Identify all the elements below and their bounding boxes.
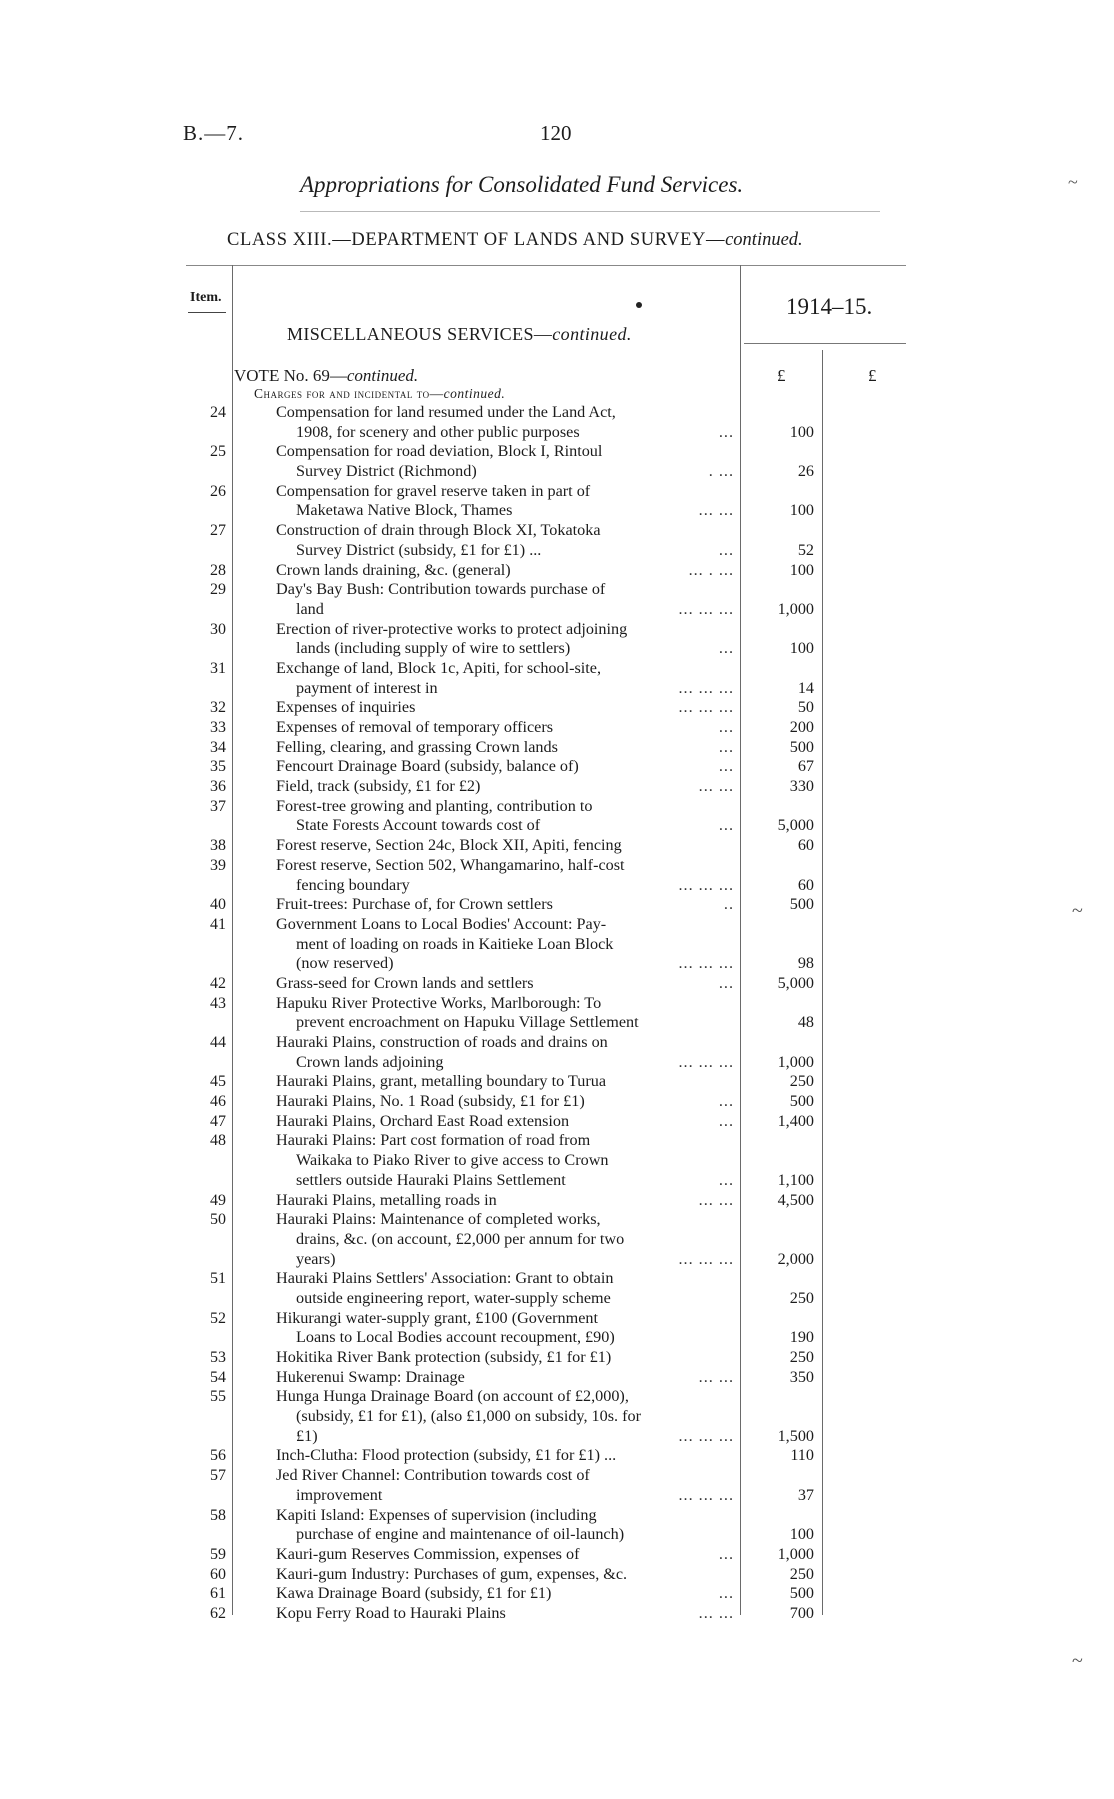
item-line <box>0 1565 1114 1585</box>
table-row <box>0 1269 1114 1308</box>
item-amount: 1,400 <box>777 1111 814 1130</box>
item-description: outside engineering report, water-supply scheme <box>296 1288 611 1307</box>
item-description: prevent encroachment on Hapuku Village Settlement <box>296 1013 639 1032</box>
item-amount: 1,500 <box>777 1426 814 1445</box>
item-number: 29 <box>210 581 226 599</box>
item-line <box>0 1072 1114 1092</box>
leader-dots: ... <box>718 1544 734 1563</box>
item-amount: 14 <box>797 678 814 697</box>
leader-dots: ... ... ... <box>678 678 734 697</box>
item-number: 37 <box>210 797 226 815</box>
item-description: ment of loading on roads in Kaitieke Loan Block <box>296 934 614 953</box>
item-description: Forest reserve, Section 24c, Block XII, Apiti, fencing <box>276 836 622 855</box>
item-amount: 50 <box>797 698 814 717</box>
item-line <box>0 1407 1114 1427</box>
item-line <box>0 777 1114 797</box>
leader-dots: ... <box>718 1092 734 1111</box>
item-amount: 250 <box>789 1072 814 1091</box>
item-number: 32 <box>210 699 226 717</box>
leader-dots: ... <box>718 816 734 835</box>
table-row <box>0 1131 1114 1190</box>
item-line <box>0 442 1114 462</box>
item-amount: 5,000 <box>777 816 814 835</box>
item-description: (now reserved) <box>296 954 394 973</box>
leader-dots: ... ... <box>698 501 734 520</box>
item-description: Compensation for gravel reserve taken in part of <box>276 481 591 500</box>
item-amount: 52 <box>797 540 814 559</box>
item-amount: 500 <box>789 1584 814 1603</box>
item-line <box>0 994 1114 1014</box>
item-description: purchase of engine and maintenance of oil-launch) <box>296 1525 625 1544</box>
item-number: 53 <box>210 1349 226 1366</box>
item-line <box>0 521 1114 541</box>
item-description: Kauri-gum Reserves Commission, expenses of <box>276 1544 580 1563</box>
table-row <box>0 403 1114 442</box>
item-description: State Forests Account towards cost of <box>296 816 541 835</box>
item-line <box>0 718 1114 738</box>
item-description: Hauraki Plains Settlers' Association: Grant to obtain <box>276 1269 614 1288</box>
leader-dots: ... <box>718 422 734 441</box>
item-number: 31 <box>210 659 226 677</box>
item-description: Fruit-trees: Purchase of, for Crown settlers <box>276 895 553 914</box>
item-description: Day's Bay Bush: Contribution towards purchase of <box>276 580 606 599</box>
item-number: 48 <box>210 1132 226 1150</box>
item-amount: 48 <box>797 1013 814 1032</box>
scan-mark: ~ <box>1072 900 1083 922</box>
item-line <box>0 1210 1114 1230</box>
item-description: Survey District (Richmond) <box>296 462 477 481</box>
item-number: 24 <box>210 404 226 421</box>
leader-dots: ... ... <box>698 1603 734 1622</box>
item-amount: 1,000 <box>777 1052 814 1071</box>
item-line <box>0 1604 1114 1624</box>
item-amount: 2,000 <box>777 1249 814 1268</box>
item-line <box>0 659 1114 679</box>
item-line <box>0 1053 1114 1073</box>
item-number: 45 <box>210 1073 226 1091</box>
item-description: Survey District (subsidy, £1 for £1) ... <box>296 540 542 559</box>
table-row <box>0 521 1114 560</box>
item-amount: 1,000 <box>777 599 814 618</box>
item-line <box>0 876 1114 896</box>
leader-dots: . ... <box>708 462 734 481</box>
page-title: Appropriations for Consolidated Fund Services. <box>300 172 744 197</box>
item-line <box>0 580 1114 600</box>
table-row <box>0 1092 1114 1112</box>
item-line <box>0 1250 1114 1270</box>
item-line <box>0 1584 1114 1604</box>
item-amount: 100 <box>789 422 814 441</box>
table-row <box>0 797 1114 836</box>
item-amount: 100 <box>789 1525 814 1544</box>
item-description: Field, track (subsidy, £1 for £2) <box>276 777 481 796</box>
item-line <box>0 816 1114 836</box>
leader-dots: ... ... ... <box>678 1249 734 1268</box>
leader-dots: ... <box>718 757 734 776</box>
item-line <box>0 1013 1114 1033</box>
item-number: 57 <box>210 1467 226 1485</box>
item-line <box>0 738 1114 758</box>
item-line <box>0 757 1114 777</box>
table-row <box>0 1348 1114 1368</box>
item-number: 33 <box>210 719 226 736</box>
item-number: 62 <box>210 1604 226 1622</box>
item-description: Grass-seed for Crown lands and settlers <box>276 973 534 992</box>
class-heading-text: CLASS XIII.—DEPARTMENT OF LANDS AND SURVEY— <box>227 230 726 250</box>
item-number: 27 <box>210 522 226 540</box>
item-number: 60 <box>210 1565 226 1583</box>
leader-dots: .. <box>723 895 734 914</box>
table-row <box>0 718 1114 738</box>
item-number: 40 <box>210 896 226 914</box>
item-description: Kauri-gum Industry: Purchases of gum, expenses, &c. <box>276 1564 628 1583</box>
item-amount: 250 <box>789 1288 814 1307</box>
table-row <box>0 620 1114 659</box>
leader-dots: ... <box>718 1170 734 1189</box>
item-line <box>0 600 1114 620</box>
item-number: 47 <box>210 1112 226 1130</box>
item-description: Erection of river-protective works to protect adjoining <box>276 619 628 638</box>
leader-dots: ... <box>718 1111 734 1130</box>
scan-mark: ~ <box>1068 172 1078 192</box>
item-line <box>0 1368 1114 1388</box>
charges-line-suffix: continued. <box>443 386 506 401</box>
table-row <box>0 974 1114 994</box>
charges-line-text: Charges for and incidental to— <box>254 386 444 401</box>
item-number: 51 <box>210 1270 226 1288</box>
item-description: years) <box>296 1249 336 1268</box>
item-number: 55 <box>210 1388 226 1406</box>
table-row <box>0 580 1114 619</box>
table-row <box>0 1072 1114 1092</box>
leader-dots: ... ... <box>698 1367 734 1386</box>
item-line <box>0 1033 1114 1053</box>
item-line <box>0 1348 1114 1368</box>
item-line <box>0 836 1114 856</box>
item-line <box>0 856 1114 876</box>
table-row <box>0 915 1114 974</box>
table-row <box>0 1565 1114 1585</box>
item-amount: 500 <box>789 1092 814 1111</box>
item-description: Exchange of land, Block 1c, Apiti, for school-site, <box>276 658 602 677</box>
item-line <box>0 541 1114 561</box>
item-amount: 100 <box>789 501 814 520</box>
item-number: 41 <box>210 915 226 933</box>
table-row <box>0 1466 1114 1505</box>
item-description: improvement <box>296 1485 383 1504</box>
table-row <box>0 698 1114 718</box>
item-line <box>0 1112 1114 1132</box>
item-description: payment of interest in <box>296 678 438 697</box>
item-line <box>0 1486 1114 1506</box>
item-description: Hauraki Plains, No. 1 Road (subsidy, £1 for £1) <box>276 1092 585 1111</box>
leader-dots: ... ... ... <box>678 1426 734 1445</box>
item-number: 26 <box>210 482 226 500</box>
item-description: Inch-Clutha: Flood protection (subsidy, £1 for £1) ... <box>276 1446 617 1465</box>
item-number: 44 <box>210 1034 226 1051</box>
item-number: 39 <box>210 856 226 874</box>
item-line <box>0 1171 1114 1191</box>
item-amount: 1,000 <box>777 1544 814 1563</box>
table-row <box>0 757 1114 777</box>
item-line <box>0 1506 1114 1526</box>
leader-dots: ... <box>718 1584 734 1603</box>
item-amount: 190 <box>789 1328 814 1347</box>
item-amount: 350 <box>789 1367 814 1386</box>
item-amount: 67 <box>797 757 814 776</box>
item-line <box>0 639 1114 659</box>
item-amount: 98 <box>797 954 814 973</box>
item-header-underline <box>188 312 226 313</box>
item-description: Hauraki Plains, metalling roads in <box>276 1190 497 1209</box>
item-description: Hauraki Plains, construction of roads and drains on <box>276 1033 608 1051</box>
item-number: 30 <box>210 620 226 638</box>
table-row <box>0 1584 1114 1604</box>
item-amount: 37 <box>797 1485 814 1504</box>
item-number: 38 <box>210 837 226 855</box>
item-line <box>0 1427 1114 1447</box>
item-description: Hauraki Plains: Part cost formation of road from <box>276 1131 591 1150</box>
item-amount: 100 <box>789 639 814 658</box>
item-description: Compensation for land resumed under the Land Act, <box>276 403 616 421</box>
item-amount: 200 <box>789 718 814 736</box>
scan-mark: ~ <box>1072 1650 1083 1672</box>
item-amount: 500 <box>789 895 814 914</box>
item-amount: 4,500 <box>777 1190 814 1209</box>
item-line <box>0 1328 1114 1348</box>
item-description: drains, &c. (on account, £2,000 per annum for two <box>296 1229 625 1248</box>
vote-line-suffix: continued. <box>346 366 419 385</box>
table-row <box>0 994 1114 1033</box>
item-description: Kawa Drainage Board (subsidy, £1 for £1) <box>276 1584 552 1603</box>
class-heading <box>227 230 803 251</box>
table-row <box>0 1506 1114 1545</box>
item-line <box>0 1387 1114 1407</box>
leader-dots: ... ... ... <box>678 954 734 973</box>
item-amount: 250 <box>789 1564 814 1583</box>
class-heading-suffix: continued. <box>725 230 803 250</box>
item-description: Hukerenui Swamp: Drainage <box>276 1367 465 1386</box>
table-row <box>0 1112 1114 1132</box>
table-row <box>0 1387 1114 1446</box>
table-row <box>0 777 1114 797</box>
item-description: Hikurangi water-supply grant, £100 (Government <box>276 1308 598 1327</box>
item-description: Expenses of removal of temporary officers <box>276 718 554 736</box>
item-description: Hokitika River Bank protection (subsidy, £1 for £1) <box>276 1348 612 1366</box>
item-description: Loans to Local Bodies account recoupment, £90) <box>296 1328 615 1347</box>
table-row <box>0 442 1114 481</box>
item-number: 28 <box>210 561 226 579</box>
table-top-rule <box>186 265 906 266</box>
item-line <box>0 1446 1114 1466</box>
table-row <box>0 1210 1114 1269</box>
item-description: 1908, for scenery and other public purposes <box>296 422 580 441</box>
item-number: 54 <box>210 1368 226 1386</box>
item-line <box>0 679 1114 699</box>
item-description: Hapuku River Protective Works, Marlborough: To <box>276 993 602 1012</box>
item-amount: 26 <box>797 462 814 481</box>
table-row <box>0 482 1114 521</box>
charges-line <box>254 386 505 402</box>
leader-dots: ... ... ... <box>678 599 734 618</box>
item-description: Maketawa Native Block, Thames <box>296 501 513 520</box>
item-line <box>0 501 1114 521</box>
item-description: Waikaka to Piako River to give access to Crown <box>296 1151 609 1170</box>
table-row <box>0 1191 1114 1211</box>
page-number: 120 <box>540 121 572 145</box>
item-description: Crown lands adjoining <box>296 1052 444 1071</box>
year-column-header: 1914–15. <box>786 294 873 319</box>
item-line <box>0 1191 1114 1211</box>
items-table <box>0 403 1114 1624</box>
item-number: 50 <box>210 1211 226 1229</box>
table-row <box>0 895 1114 915</box>
item-number: 52 <box>210 1309 226 1327</box>
item-amount: 500 <box>789 737 814 756</box>
leader-dots: ... <box>718 639 734 658</box>
leader-dots: ... ... <box>698 777 734 796</box>
item-number: 58 <box>210 1506 226 1524</box>
title-rule <box>300 211 880 212</box>
item-number: 49 <box>210 1191 226 1209</box>
item-description: Forest reserve, Section 502, Whangamarino, half-cost <box>276 855 625 874</box>
item-amount: 110 <box>790 1446 814 1465</box>
item-amount: 250 <box>789 1348 814 1366</box>
currency-column-2: £ <box>868 366 877 385</box>
item-description: Crown lands draining, &c. (general) <box>276 560 511 579</box>
item-description: settlers outside Hauraki Plains Settlement <box>296 1170 566 1189</box>
table-row <box>0 738 1114 758</box>
item-line <box>0 1131 1114 1151</box>
item-number: 25 <box>210 443 226 461</box>
table-row <box>0 561 1114 581</box>
item-line <box>0 423 1114 443</box>
item-description: Felling, clearing, and grassing Crown lands <box>276 737 558 756</box>
leader-dots: ... <box>718 973 734 992</box>
item-line <box>0 1545 1114 1565</box>
item-line <box>0 1309 1114 1329</box>
item-line <box>0 1466 1114 1486</box>
item-line <box>0 698 1114 718</box>
item-description: Construction of drain through Block XI, Tokatoka <box>276 521 601 540</box>
leader-dots: ... ... ... <box>678 698 734 717</box>
item-line <box>0 954 1114 974</box>
item-number: 56 <box>210 1447 226 1465</box>
item-number: 42 <box>210 974 226 992</box>
item-number: 61 <box>210 1585 226 1603</box>
year-header-rule <box>744 343 906 344</box>
leader-dots: ... <box>718 718 734 736</box>
item-description: fencing boundary <box>296 875 410 894</box>
item-line <box>0 1525 1114 1545</box>
item-line <box>0 462 1114 482</box>
item-description: Fencourt Drainage Board (subsidy, balance of) <box>276 757 579 776</box>
item-line <box>0 974 1114 994</box>
section-heading <box>287 324 632 345</box>
vote-line <box>234 366 418 386</box>
item-description: Hauraki Plains, grant, metalling boundary to Turua <box>276 1072 607 1091</box>
table-row <box>0 1545 1114 1565</box>
table-row <box>0 836 1114 856</box>
table-row <box>0 856 1114 895</box>
item-amount: 100 <box>789 560 814 579</box>
table-row <box>0 1446 1114 1466</box>
leader-dots: ... <box>718 737 734 756</box>
item-description: Government Loans to Local Bodies' Account: Pay- <box>276 914 607 933</box>
leader-dots: ... ... <box>698 1190 734 1209</box>
item-line <box>0 620 1114 640</box>
leader-dots: ... ... ... <box>678 875 734 894</box>
leader-dots: ... ... ... <box>678 1485 734 1504</box>
item-line <box>0 895 1114 915</box>
item-description: Jed River Channel: Contribution towards cost of <box>276 1466 590 1485</box>
item-amount: 5,000 <box>777 973 814 992</box>
table-row <box>0 659 1114 698</box>
vote-line-text: VOTE No. 69— <box>234 366 347 385</box>
item-description: Hauraki Plains: Maintenance of completed works, <box>276 1210 601 1229</box>
item-description: Forest-tree growing and planting, contribution to <box>276 796 593 815</box>
item-amount: 60 <box>797 836 814 855</box>
item-line <box>0 1092 1114 1112</box>
item-number: 46 <box>210 1093 226 1111</box>
table-row <box>0 1033 1114 1072</box>
item-description: (subsidy, £1 for £1), (also £1,000 on subsidy, 10s. for <box>296 1407 642 1426</box>
item-line <box>0 797 1114 817</box>
item-description: £1) <box>296 1426 318 1445</box>
leader-dots: ... . ... <box>688 560 734 579</box>
document-reference: B.—7. <box>183 121 245 145</box>
item-line <box>0 1151 1114 1171</box>
item-description: Hauraki Plains, Orchard East Road extension <box>276 1111 570 1130</box>
item-number: 35 <box>210 758 226 776</box>
item-amount: 60 <box>797 875 814 894</box>
item-line <box>0 935 1114 955</box>
item-line <box>0 1289 1114 1309</box>
leader-dots: ... <box>718 540 734 559</box>
item-column-header: Item. <box>190 290 222 305</box>
item-description: Kapiti Island: Expenses of supervision (including <box>276 1505 597 1524</box>
leader-dots: ... ... ... <box>678 1052 734 1071</box>
currency-column-1: £ <box>777 366 786 385</box>
item-number: 36 <box>210 778 226 796</box>
table-row <box>0 1368 1114 1388</box>
item-line <box>0 561 1114 581</box>
bullet-mark <box>636 302 642 308</box>
item-description: Kopu Ferry Road to Hauraki Plains <box>276 1603 506 1622</box>
item-line <box>0 482 1114 502</box>
item-description: Compensation for road deviation, Block I, Rintoul <box>276 442 603 461</box>
item-line <box>0 1230 1114 1250</box>
item-line <box>0 403 1114 423</box>
item-amount: 1,100 <box>777 1170 814 1189</box>
item-description: land <box>296 599 324 618</box>
item-number: 59 <box>210 1545 226 1563</box>
item-number: 34 <box>210 738 226 756</box>
section-heading-suffix: continued. <box>552 324 632 344</box>
item-description: lands (including supply of wire to settlers) <box>296 639 571 658</box>
section-heading-text: MISCELLANEOUS SERVICES— <box>287 324 553 344</box>
item-line <box>0 915 1114 935</box>
item-number: 43 <box>210 994 226 1012</box>
table-row <box>0 1604 1114 1624</box>
item-description: Hunga Hunga Drainage Board (on account of £2,000), <box>276 1387 629 1406</box>
item-description: Expenses of inquiries <box>276 698 416 717</box>
table-row <box>0 1309 1114 1348</box>
item-amount: 700 <box>789 1603 814 1622</box>
item-line <box>0 1269 1114 1289</box>
item-amount: 330 <box>789 777 814 796</box>
